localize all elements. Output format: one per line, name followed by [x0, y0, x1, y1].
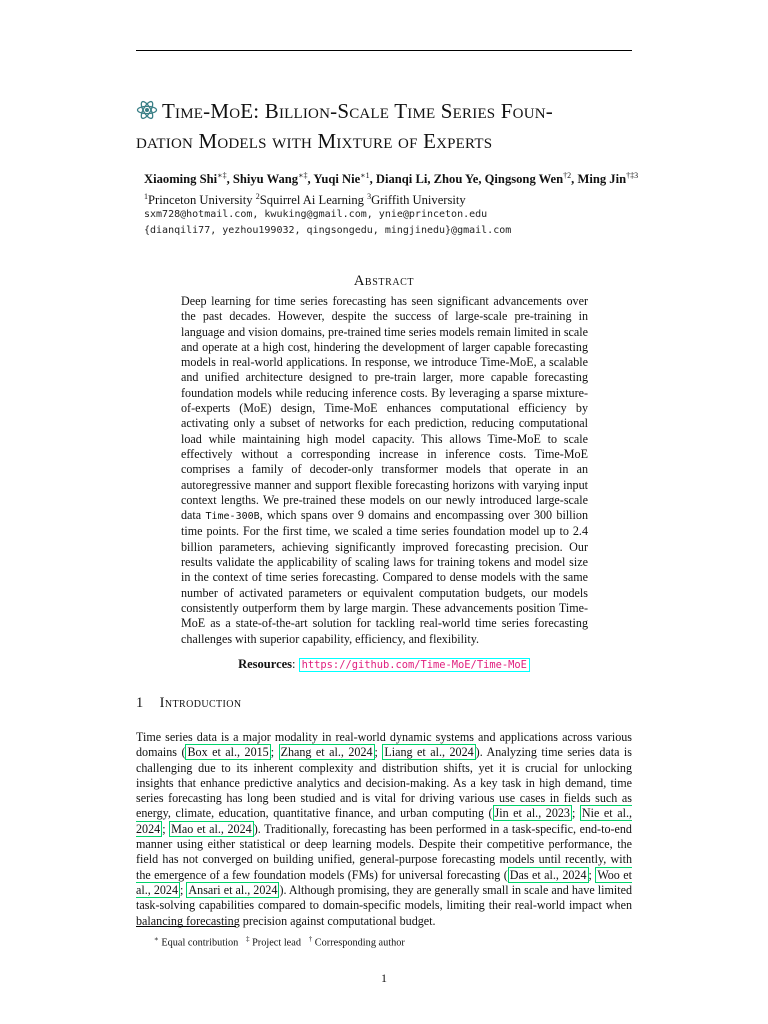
author-mark: †‡3	[626, 171, 639, 180]
author-sep: ,	[307, 172, 314, 187]
body-text: ;	[162, 821, 170, 836]
author-sep: ,	[571, 172, 578, 187]
page-number: 1	[381, 971, 387, 985]
affiliation-mark: 3	[367, 192, 372, 201]
author-name: Dianqi Li	[375, 172, 428, 187]
author-mark: ∗‡	[217, 171, 227, 180]
body-text: ). Analyzing time series data is challenging due to its inherent complexity and distribution shifts, yet it is crucial for unlocking insights that enhance predictive analytics and decision-making. As a key task in high demand, time series forecasting has long been studied and is vital for driving various use cases in fields such as energy, climate, education, quantitative finance, and urban computing (	[136, 745, 632, 821]
author-sep: ,	[226, 172, 233, 187]
author-mark: †2	[563, 171, 572, 180]
citation-link[interactable]: Box et al., 2015	[187, 745, 269, 760]
abstract-heading: Abstract	[353, 273, 415, 289]
resources-sep: :	[292, 657, 299, 671]
author-mark: ∗‡	[298, 171, 308, 180]
section-number: 1	[136, 695, 144, 711]
author-mark: ∗1	[360, 171, 370, 180]
abstract-text: , which spans over 9 domains and encompassing over 300 billion time points. For the first time, we scaled a time series foundation model up to 2.4 billion parameters, achieving significantly improved forecasting precision. Our results validate the applicability of scaling laws for training tokens and model size in the context of time series forecasting. Compared to dense models with the same number of activated parameters or equivalent computation budgets, our models consistently outperform them by large margin. These advancements position Time-MoE as a state-of-the-art solution for tackling real-world time series forecasting challenges with superior capability, efficiency, and flexibility.	[181, 508, 588, 646]
title-line-2: dation Models with Mixture of Experts	[136, 129, 493, 153]
top-rule	[136, 50, 632, 51]
citation-link[interactable]: Mao et al., 2024	[171, 821, 252, 836]
email-line-1: sxm728@hotmail.com, kwuking@gmail.com, ynie@princeton.edu	[144, 209, 488, 220]
citation-link[interactable]: Liang et al., 2024	[384, 745, 474, 760]
citation-link[interactable]: Woo et al., 2024	[136, 867, 632, 897]
email-line-2: {dianqili77, yezhou199032, qingsongedu, mingjinedu}@gmail.com	[144, 225, 512, 236]
author-name: Yuqi Nie	[313, 172, 361, 187]
author-sep: ,	[369, 172, 376, 187]
author-name: Xiaoming Shi	[144, 172, 218, 187]
affiliation-mark: 1	[144, 192, 148, 201]
body-text: Time series data is a major modality in real-world dynamic systems and applications across various domains (	[136, 730, 632, 760]
affiliations	[144, 189, 466, 208]
section-title: Introduction	[159, 695, 242, 711]
footnote-mark: ‡	[246, 935, 250, 943]
citation-link[interactable]: Jin et al., 2023	[494, 806, 570, 821]
footnote-rule	[136, 926, 236, 927]
affiliation-name: Griffith University	[371, 193, 466, 208]
author-name: Qingsong Wen	[484, 172, 564, 187]
affiliation-name: Squirrel Ai Learning	[259, 193, 364, 208]
body-text: ;	[270, 745, 279, 760]
footnote-mark: ∗	[154, 935, 159, 943]
resources-line	[0, 657, 768, 672]
author-sep: ,	[478, 172, 485, 187]
citation-link[interactable]: Ansari et al., 2024	[188, 882, 278, 897]
affiliation-mark: 2	[255, 192, 260, 201]
author-name: Ming Jin	[577, 172, 627, 187]
author-name: Shiyu Wang	[232, 172, 299, 187]
author-sep: ,	[427, 172, 434, 187]
citation-link[interactable]: Nie et al., 2024	[136, 806, 632, 836]
author-name: Zhou Ye	[433, 172, 479, 187]
footnote-text: Equal contribution	[158, 937, 246, 949]
abstract-text: Deep learning for time series forecasting has seen significant advancements over the past decades. However, despite the success of large-scale pre-training in language and vision domains, pre-trained time series models remain limited in scale and operate at a high cost, hindering the development of larger capable forecasting models in real-world applications. In response, we introduce Time-MoE, a scalable and unified architecture designed to pre-train larger, more capable forecasting foundation models while reducing inference costs. By leveraging a sparse mixture-of-experts (MoE) design, Time-MoE enhances computational efficiency by activating only a subset of networks for each prediction, reducing computational load while maintaining high model capacity. This allows Time-MoE to scale effectively without a corresponding increase in inference costs. Time-MoE comprises a family of decoder-only transformer models that operate in an autoregressive manner and support flexible forecasting horizons with varying input context lengths. We pre-trained these models on our newly introduced large-scale data	[181, 294, 588, 523]
resources-label: Resources	[238, 657, 293, 671]
body-text: ;	[180, 882, 187, 897]
author-list	[144, 168, 644, 187]
title-line-1: Time-MoE: Billion-Scale Time Series Foun-	[162, 99, 553, 123]
footnote-text: Corresponding author	[312, 937, 405, 949]
body-text: ;	[588, 867, 596, 882]
footnote	[154, 932, 405, 950]
affiliation-name: Princeton University	[148, 193, 253, 208]
atom-icon	[136, 99, 158, 121]
body-text: ). Traditionally, forecasting has been performed in a task-specific, end-to-end manner using either statistical or deep learning models. Despite their competitive performance, the field has not converged on building unified, general-purpose forecasting models until recently, with the emergence of a few foundation models (FMs) for universal forecasting (	[136, 821, 632, 882]
abstract-body	[181, 294, 588, 647]
footnote-mark: †	[308, 935, 313, 943]
paper-title	[136, 96, 636, 156]
dataset-name-code: Time-300B	[205, 511, 260, 523]
body-text: ;	[374, 745, 383, 760]
citation-link[interactable]: Zhang et al., 2024	[280, 745, 373, 760]
citation-link[interactable]: Das et al., 2024	[509, 867, 587, 882]
section-heading	[136, 695, 242, 712]
body-text: ). Although promising, they are generally small in scale and have limited task-solving capabilities compared to domain-specific models, limiting their real-world impact when balancing forecasting precision against computational budget.	[136, 882, 632, 928]
intro-paragraph	[136, 730, 632, 929]
body-text: ;	[571, 806, 580, 821]
footnote-text: Project lead	[249, 937, 309, 949]
github-link[interactable]: https://github.com/Time-MoE/Time-MoE	[299, 658, 530, 672]
